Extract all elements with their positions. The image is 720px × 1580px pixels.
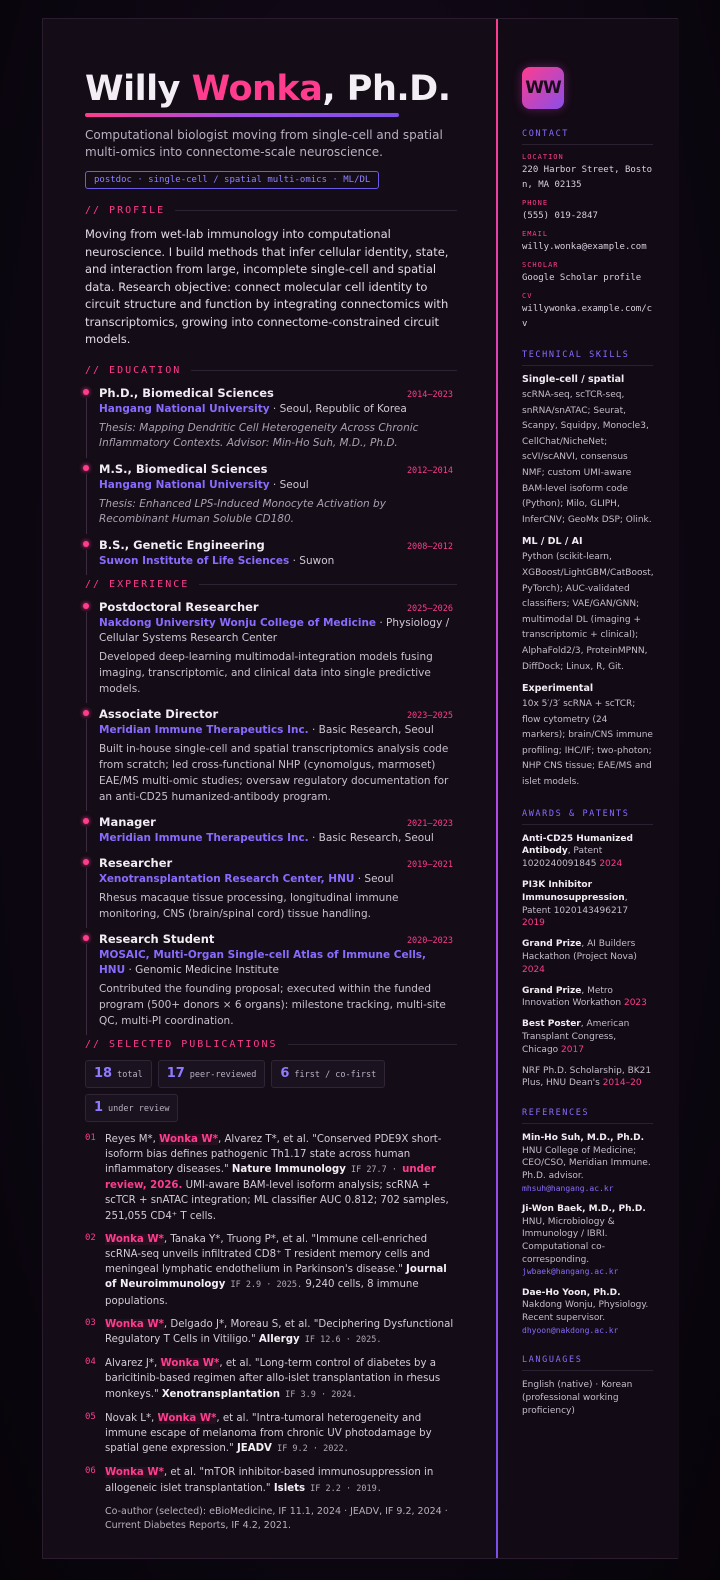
publication-item (85, 1232, 455, 1309)
experience-entry-header (99, 815, 453, 829)
award-name: Grand Prize (522, 939, 582, 950)
experience-organization (99, 616, 453, 646)
awards-list (522, 833, 653, 1091)
publication-authors-before: Reyes M*, (105, 1133, 160, 1145)
publication-number: 03 (85, 1317, 96, 1328)
publication-citation (105, 1232, 455, 1309)
publication-item (85, 1465, 455, 1496)
award-year: 2024 (522, 964, 545, 975)
publication-title: , et al. "Intra-tumoral heterogeneity and immune escape of melanoma from chronic UV photodamage by spatial gene expression." (105, 1412, 432, 1455)
award-item (522, 879, 653, 930)
experience-entry (85, 932, 453, 1029)
stat-label: first / co-first (294, 1069, 377, 1080)
experience-date: 2025–2026 (406, 603, 453, 614)
award-item (522, 985, 653, 1011)
publication-journal: Islets (273, 1482, 306, 1494)
contact-value[interactable]: willywonka.example.com/cv (522, 304, 653, 329)
thesis-text: Thesis: Mapping Dendritic Cell Heterogeneity Across Chronic Inflammatory Contexts. Advisor: Min-Ho Suh, M.D., Ph.D. (99, 421, 419, 449)
publication-journal: Xenotransplantation (161, 1388, 281, 1400)
publication-status: under review, 2026. (105, 1163, 436, 1192)
award-year: 2023 (623, 998, 647, 1009)
award-year: 2014–20 (602, 1078, 642, 1089)
reference-item (522, 1132, 653, 1195)
education-entry (85, 538, 453, 569)
award-name: Best Poster (522, 1019, 581, 1030)
publication-item (85, 1411, 455, 1458)
sidebar (498, 19, 679, 1558)
education-entry (85, 386, 453, 452)
publication-title: , et al. "Long-term control of diabetes by a baricitinib-based regimen after allo-islet transplantation in rhesus monkeys." (105, 1358, 441, 1400)
main-column (43, 19, 497, 1558)
references-heading: REFERENCES (522, 1108, 653, 1124)
publication-citation (105, 1132, 455, 1224)
coauthor-note: Co-author (selected): eBioMedicine, IF 11.1, 2024 · JEADV, IF 9.2, 2024 · Current Diabetes Reports, IF 4.2, 2021. (105, 1505, 448, 1532)
education-title: M.S., Biomedical Sciences (99, 461, 268, 476)
reference-email[interactable]: mhsuh@hangang.ac.kr (522, 1183, 614, 1193)
publication-number: 05 (85, 1411, 96, 1422)
contact-value: 220 Harbor Street, Boston, MA 02135 (522, 165, 653, 190)
section-profile: // PROFILE (85, 205, 497, 216)
stat-label: peer-reviewed (189, 1069, 257, 1080)
experience-entry-header (99, 856, 453, 870)
publication-note: 9,240 cells, 8 immune populations. (105, 1279, 419, 1307)
experience-institution: Nakdong University Wonju College of Medicine (99, 616, 377, 629)
section-publications: // SELECTED PUBLICATIONS (85, 1039, 497, 1050)
education-institution: Suwon Institute of Life Sciences (99, 554, 290, 567)
education-organization (99, 554, 453, 569)
award-name: PI3K Inhibitor Immunosuppression (522, 880, 625, 903)
skill-category: Single-cell / spatial (522, 374, 625, 385)
experience-institution: Meridian Immune Therapeutics Inc. (99, 831, 309, 844)
award-detail: , Patent 1020240091845 (522, 846, 603, 870)
publication-journal: JEADV (236, 1443, 272, 1455)
award-name: Anti-CD25 Humanized Antibody (522, 833, 633, 857)
experience-institution: MOSAIC, Multi-Organ Single-cell Atlas of Immune Cells, HNU (99, 948, 427, 976)
section-experience: // EXPERIENCE (85, 579, 497, 590)
experience-entry-header (99, 600, 453, 614)
publication-journal: Journal of Neuroimmunology (105, 1264, 447, 1291)
focus-chip: postdoc · single-cell / spatial multi-omics · ML/DL (85, 171, 379, 189)
award-year: 2019 (522, 918, 545, 929)
skills-heading: TECHNICAL SKILLS (522, 350, 653, 366)
education-date: 2014–2023 (406, 389, 453, 400)
stat-badge (271, 1060, 385, 1088)
experience-title: Researcher (99, 855, 173, 870)
education-institution: Hangang National University (99, 478, 270, 491)
contact-label: PHONE (522, 199, 549, 207)
award-detail: NRF Ph.D. Scholarship, BK21 Plus, HNU Dean's (522, 1065, 652, 1089)
publication-number: 02 (85, 1232, 96, 1243)
education-institution: Hangang National University (99, 402, 270, 415)
experience-location: · Seoul (354, 872, 394, 885)
skills-list (522, 374, 653, 791)
publication-authors-before: Alvarez J*, (105, 1358, 161, 1370)
contact-value[interactable]: Google Scholar profile (522, 273, 642, 283)
experience-location: · Basic Research, Seoul (308, 831, 434, 844)
contact-label: LOCATION (522, 153, 564, 161)
stat-badge (85, 1094, 178, 1122)
publication-number: 06 (85, 1466, 96, 1477)
publication-item (85, 1132, 455, 1224)
reference-name: Dae-Ho Yoon, Ph.D. (522, 1287, 621, 1298)
education-entry-header (99, 462, 453, 476)
publication-meta: IF 9.2 · 2022. (271, 1444, 349, 1455)
awards-heading: AWARDS & PATENTS (522, 809, 653, 825)
experience-institution: Meridian Immune Therapeutics Inc. (99, 723, 309, 736)
publication-citation (105, 1411, 455, 1458)
publication-self-author: Wonka W* (105, 1467, 164, 1479)
contact-label: SCHOLAR (522, 261, 559, 269)
reference-email[interactable]: dhyoon@nakdong.ac.kr (522, 1325, 619, 1335)
contact-list (522, 153, 653, 332)
publication-note: UMI-aware BAM-level isoform analysis; scRNA + scTCR + snATAC integration; ML classifier AUC 0.812; 702 samples, 251,055 CD4⁺ T cells. (105, 1180, 449, 1222)
contact-value: (555) 019-2847 (522, 211, 598, 221)
publication-title: , et al. "mTOR inhibitor-based immunosuppression in allogeneic islet transplantation." (105, 1467, 434, 1494)
experience-title: Postdoctoral Researcher (99, 599, 259, 614)
experience-date: 2019–2021 (406, 859, 453, 870)
experience-title: Manager (99, 814, 156, 829)
experience-description: Developed deep-learning multimodal-integration models fusing imaging, transcriptomic, and clinical data into single predictive models. (99, 650, 433, 695)
publication-journal: Allergy (258, 1333, 300, 1345)
stat-badge (158, 1060, 266, 1088)
experience-date: 2020–2023 (406, 935, 453, 946)
experience-entry (85, 707, 453, 805)
experience-location: · Genomic Medicine Institute (125, 963, 279, 976)
education-timeline (85, 386, 497, 569)
education-title: Ph.D., Biomedical Sciences (99, 385, 274, 400)
education-entry-header (99, 386, 453, 400)
experience-organization (99, 831, 453, 846)
education-entry (85, 462, 453, 528)
stat-number: 6 (280, 1065, 290, 1081)
experience-organization (99, 723, 453, 738)
experience-entry (85, 856, 453, 922)
experience-entry-header (99, 707, 453, 721)
education-location: · Seoul (269, 478, 309, 491)
reference-item (522, 1203, 653, 1279)
publication-number: 01 (85, 1132, 96, 1143)
award-year: 2017 (561, 1044, 584, 1055)
languages-text: English (native) · Korean (professional working proficiency) (522, 1380, 633, 1417)
contact-heading: CONTACT (522, 129, 653, 145)
experience-description: Contributed the founding proposal; executed within the funded program (500+ donors × 6 organs): milestone tracking, multi-site QC, multi-PI coordination. (99, 982, 446, 1027)
stat-label: under review (108, 1103, 170, 1114)
education-title: B.S., Genetic Engineering (99, 537, 265, 552)
publication-citation (105, 1356, 455, 1403)
reference-email[interactable]: jwbaek@hangang.ac.kr (522, 1267, 619, 1277)
experience-organization (99, 872, 453, 887)
publication-meta: IF 3.9 · 2024. (280, 1389, 357, 1400)
publication-self-author: Wonka W* (105, 1233, 164, 1245)
reference-name: Min-Ho Suh, M.D., Ph.D. (522, 1133, 645, 1144)
experience-organization (99, 948, 453, 978)
publication-title: , Delgado J*, Moreau S, et al. "Deciphering Dysfunctional Regulatory T Cells in Vitiligo." (105, 1318, 454, 1345)
contact-label: CV (522, 292, 533, 300)
reference-description: Nakdong Wonju, Physiology. Recent supervisor. (522, 1300, 649, 1323)
stat-number: 18 (94, 1065, 113, 1081)
experience-title: Associate Director (99, 706, 219, 721)
education-date: 2012–2014 (406, 465, 453, 476)
reference-description: HNU, Microbiology & Immunology / IBRI. Computational co-corresponding. (522, 1216, 615, 1265)
section-education: // EDUCATION (85, 365, 497, 376)
publication-item (85, 1356, 455, 1403)
award-detail: , American Transplant Congress, Chicago (522, 1019, 630, 1055)
reference-item (522, 1287, 653, 1337)
experience-entry (85, 600, 453, 697)
skill-list: scRNA-seq, scTCR-seq, snRNA/snATAC; Seurat, Scanpy, Squidpy, Monocle3, CellChat/NicheNet; scVI/scANVI, consensus NMF; custom UMI-aware BAM-level isoform code (Python); Milo, GLIPH, InferCNV; GeoMx DSP; Olink. (522, 390, 652, 525)
name-heading: Willy Wonka, Ph.D. (85, 69, 451, 109)
publication-item (85, 1317, 455, 1348)
skill-category: ML / DL / AI (522, 536, 583, 548)
publication-self-author: Wonka W* (159, 1133, 218, 1145)
experience-date: 2021–2023 (406, 818, 453, 829)
award-item (522, 938, 653, 976)
award-detail: , Patent 1020143496217 (522, 892, 629, 916)
publication-meta: IF 2.9 · 2025. (225, 1280, 303, 1291)
stat-number: 1 (94, 1099, 104, 1115)
publication-title: , Tanaka Y*, Truong P*, et al. "Immune cell-enriched scRNA-seq unveils infiltrated CD8⁺ T resident memory cells and meningeal lymphatic endothelium in Parkinson's disease." (105, 1233, 431, 1276)
award-item (522, 1018, 653, 1056)
publication-meta: IF 2.2 · 2019. (305, 1483, 382, 1494)
publication-authors-before: Novak L*, (105, 1412, 158, 1424)
experience-timeline (85, 600, 497, 1029)
experience-title: Research Student (99, 931, 215, 946)
thesis-text: Thesis: Enhanced LPS-Induced Monocyte Activation by Recombinant Human Soluble CD180. (99, 497, 386, 525)
award-name: Grand Prize (522, 985, 582, 996)
experience-entry-header (99, 932, 453, 946)
stat-label: total (117, 1069, 143, 1080)
languages-heading: LANGUAGES (522, 1355, 653, 1371)
award-detail: , Metro Innovation Workathon (522, 985, 624, 1009)
resume-page (42, 18, 678, 1559)
publication-stats (85, 1060, 453, 1122)
publication-number: 04 (85, 1357, 96, 1368)
skill-category: Experimental (522, 683, 594, 695)
publication-self-author: Wonka W* (105, 1318, 164, 1330)
references-list (522, 1132, 653, 1337)
education-date: 2008–2012 (406, 541, 453, 552)
name-underline (85, 113, 399, 117)
experience-entry (85, 815, 453, 846)
publication-self-author: Wonka W* (160, 1358, 220, 1370)
education-location: · Seoul, Republic of Korea (269, 402, 407, 415)
reference-name: Ji-Won Baek, M.D., Ph.D. (522, 1204, 646, 1215)
experience-date: 2023–2025 (406, 710, 453, 721)
publication-meta: IF 12.6 · 2025. (299, 1334, 382, 1345)
skill-list: 10x 5′/3′ scRNA + scTCR; flow cytometry (24 markers); brain/CNS immune profiling; IHC/IF; two-photon; NHP CNS tissue; EAE/MS and islet models. (522, 699, 653, 788)
award-item (522, 1065, 653, 1091)
contact-value[interactable]: willy.wonka@example.com (522, 242, 647, 252)
award-detail: , AI Builders Hackathon (Project Nova) (522, 939, 637, 963)
profile-text: Moving from wet-lab immunology into computational neuroscience. I build methods that infer cellular identity, state, and interaction from large, incomplete single-cell and spatial data. Research objective: connect molecular cell identity to circuit structure and function by integrating connectomics with transcriptomics, growing into connectome-constrained circuit models. (85, 227, 449, 346)
publication-journal: Nature Immunology (231, 1163, 346, 1175)
award-year: 2024 (599, 859, 623, 870)
publication-meta: IF 27.7 · (345, 1164, 403, 1175)
monogram-logo: WW (522, 67, 564, 109)
stat-badge (85, 1060, 152, 1088)
experience-location: · Basic Research, Seoul (308, 723, 434, 736)
publication-citation (105, 1317, 455, 1348)
experience-institution: Xenotransplantation Research Center, HNU (99, 872, 355, 885)
award-item (522, 833, 653, 871)
skill-list: Python (scikit-learn, XGBoost/LightGBM/CatBoost, PyTorch); AUC-validated classifiers; VAE/GAN/GNN; multimodal DL (imaging + transcriptomic + clinical); AlphaFold2/3, ProteinMPNN, DiffDock; Linux, R, Git. (522, 552, 654, 672)
contact-label: EMAIL (522, 230, 549, 238)
publication-list (85, 1132, 455, 1497)
publication-citation (105, 1465, 455, 1496)
education-organization (99, 402, 453, 417)
stat-number: 17 (166, 1065, 185, 1081)
experience-location: · Physiology / Cellular Systems Research Center (99, 616, 450, 644)
experience-description: Built in-house single-cell and spatial transcriptomics analysis code from scratch; led cross-functional NHP (cynomolgus, marmoset) EAE/MS multi-omic studies; oversaw regulatory documentation for an anti-CD25 humanized-antibody program. (99, 742, 449, 803)
reference-description: HNU College of Medicine; CEO/CSO, Meridian Immune. Ph.D. advisor. (522, 1145, 651, 1181)
education-location: · Suwon (289, 554, 335, 567)
experience-description: Rhesus macaque tissue processing, longitudinal immune monitoring, CNS (brain/spinal cord) tissue handling. (99, 891, 399, 920)
publication-title: , Alvarez T*, et al. "Conserved PDE9X short-isoform bias defines pathogenic Th1.17 state across human inflammatory diseases." (105, 1133, 442, 1175)
education-organization (99, 478, 453, 493)
education-entry-header (99, 538, 453, 552)
tagline: Computational biologist moving from single-cell and spatial multi-omics into connectome-scale neuroscience. (85, 128, 443, 159)
publication-self-author: Wonka W* (157, 1412, 217, 1424)
